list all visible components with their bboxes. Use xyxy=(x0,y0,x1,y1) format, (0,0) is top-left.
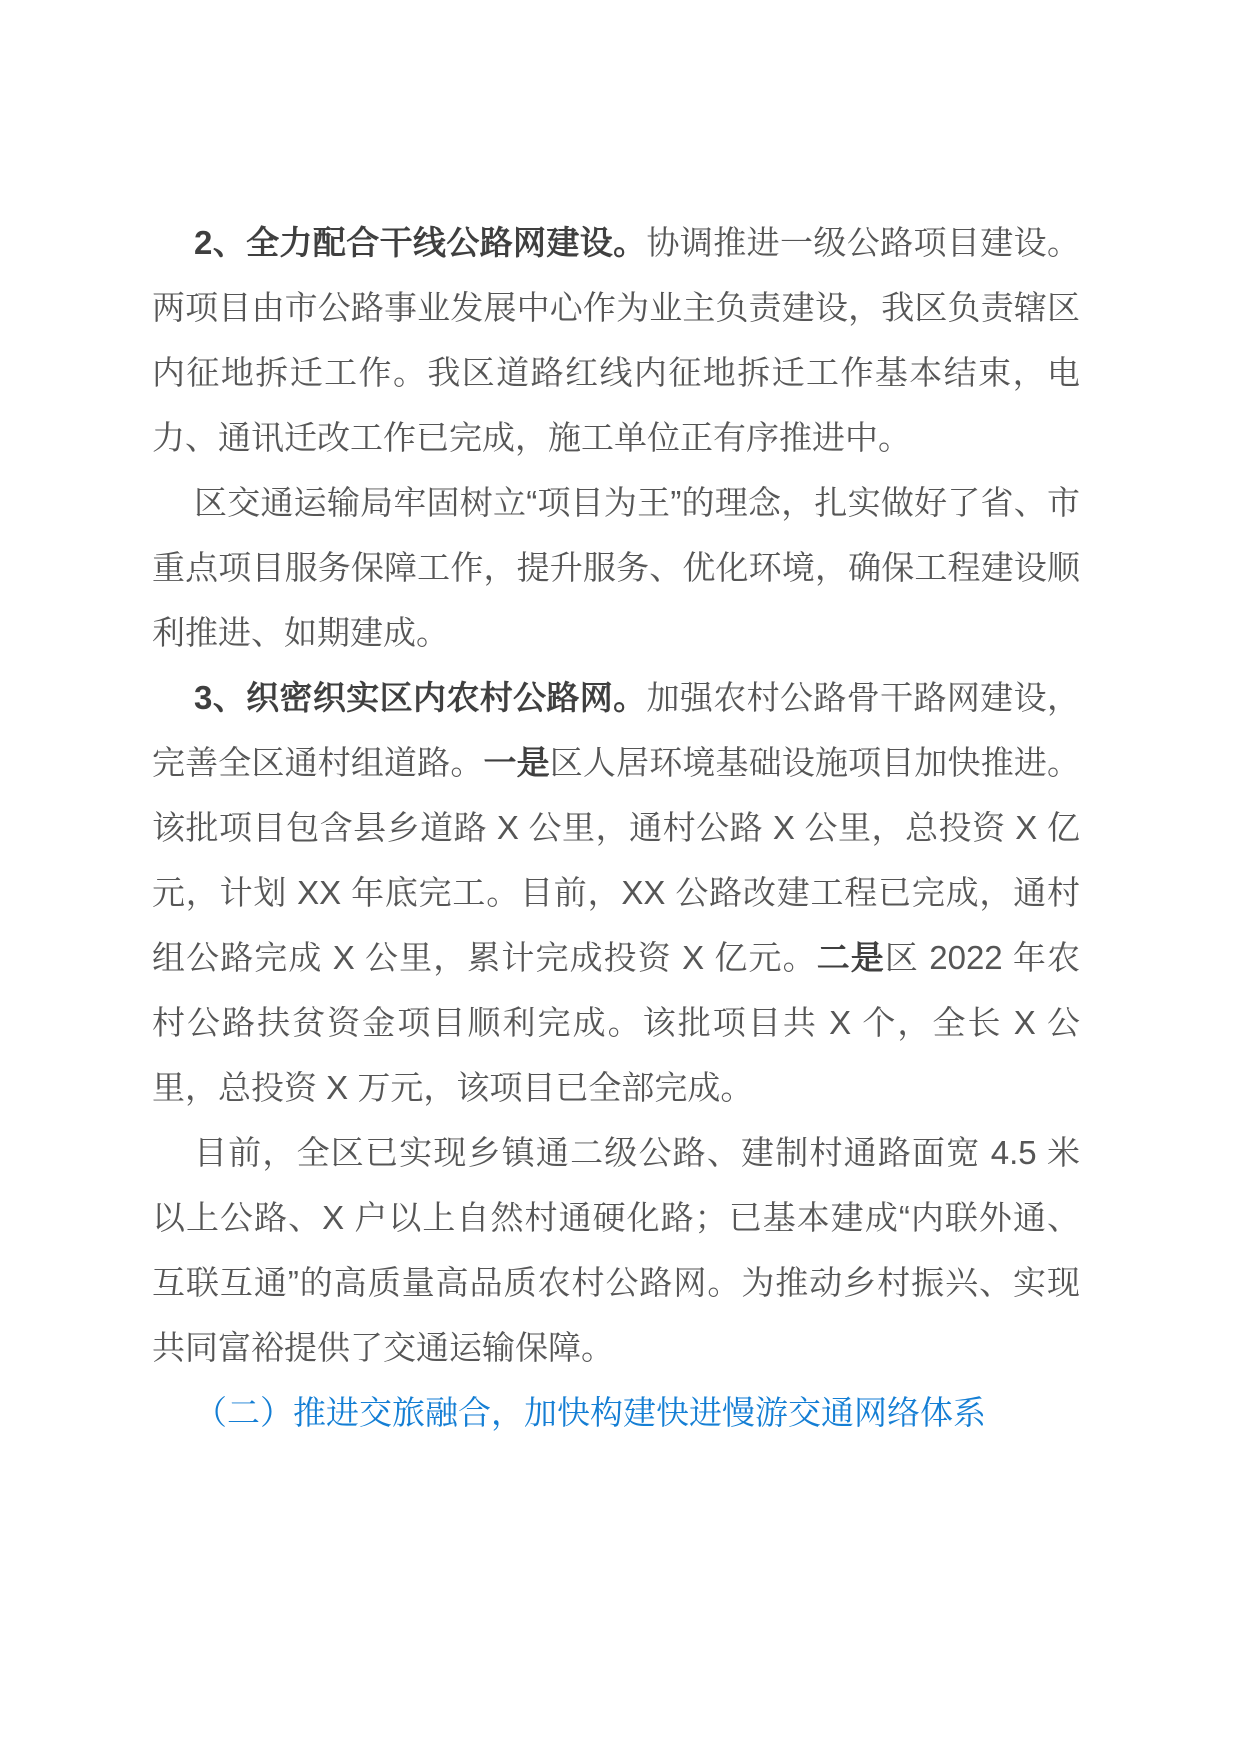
paragraph xyxy=(152,470,1080,665)
text-run: 协调推进一级公路项目建设。两项目由市公路事业发展中心作为业主负责建设，我区负责辖区内征地拆迁工作。我区道路红线内征地拆迁工作基本结束，电力、通讯迁改工作已完成，施工单位正有序推进中。 xyxy=(152,224,1080,456)
text-run: （二）推进交旅融合，加快构建快进慢游交通网络体系 xyxy=(194,1394,986,1431)
text-run: 区人居环境基础设施项目加快推进。该批项目包含县乡道路 X 公里，通村公路 X 公里，总投资 X 亿元，计划 XX 年底完工。目前，XX 公路改建工程已完成，通村组公路完成 X 公里，累计完成投资 X 亿元。 xyxy=(152,744,1081,976)
bold-text-run: 2、全力配合干线公路网建设。 xyxy=(194,224,647,261)
text-run: 区交通运输局牢固树立“项目为王”的理念，扎实做好了省、市重点项目服务保障工作，提升服务、优化环境，确保工程建设顺利推进、如期建成。 xyxy=(152,484,1080,651)
text-run: 目前，全区已实现乡镇通二级公路、建制村通路面宽 4.5 米以上公路、X 户以上自然村通硬化路；已基本建成“内联外通、互联互通”的高质量高品质农村公路网。为推动乡村振兴、实现共同富裕提供了交通运输保障。 xyxy=(152,1134,1080,1366)
bold-text-run: 一是 xyxy=(483,744,550,781)
document-body xyxy=(152,210,1080,1445)
bold-text-run: 二是 xyxy=(816,939,885,976)
section-heading xyxy=(152,1380,1080,1445)
paragraph xyxy=(152,1120,1080,1380)
bold-text-run: 3、织密织实区内农村公路网。 xyxy=(194,679,647,716)
paragraph xyxy=(152,210,1080,470)
paragraph xyxy=(152,665,1080,1120)
text-run: 加强农村公路骨干路网建设，完善全区通村组道路。 xyxy=(152,679,1080,781)
text-run: 区 2022 年农村公路扶贫资金项目顺利完成。该批项目共 X 个，全长 X 公里，总投资 X 万元，该项目已全部完成。 xyxy=(152,939,1081,1106)
